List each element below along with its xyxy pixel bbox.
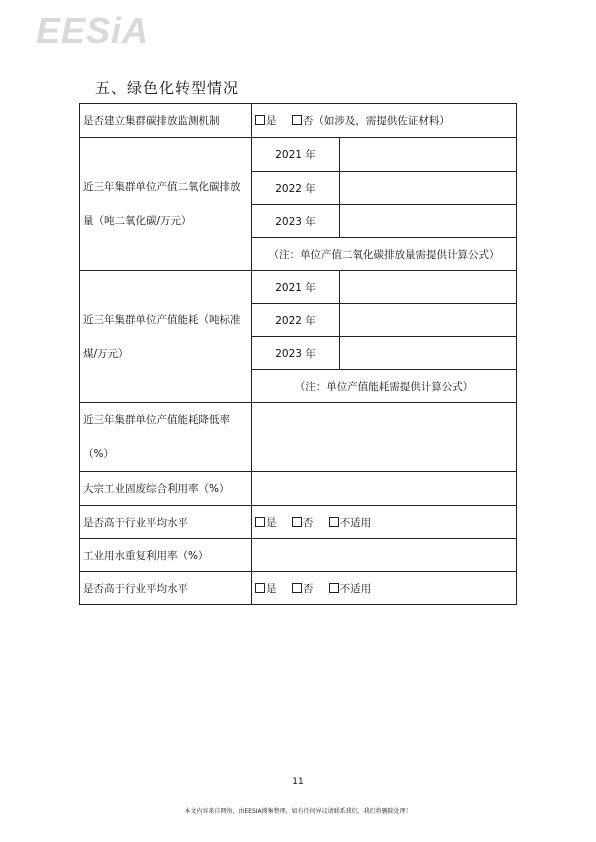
monitoring-label: 是否建立集群碳排放监测机制 bbox=[80, 104, 252, 138]
above-average-na-option[interactable]: 不适用 bbox=[329, 581, 372, 596]
carbon-year-2021: 2021 年 bbox=[252, 138, 340, 172]
monitoring-options bbox=[252, 104, 517, 138]
checkbox-icon[interactable] bbox=[255, 517, 265, 527]
energy-value-2022-field[interactable] bbox=[340, 304, 517, 337]
water-reuse-label: 工业用水重复利用率（%） bbox=[80, 539, 252, 572]
table-row bbox=[80, 472, 517, 506]
energy-consumption-label: 近三年集群单位产值能耗（吨标准煤/万元） bbox=[80, 271, 252, 403]
monitoring-no-option[interactable]: 否（如涉及，需提供佐证材料） bbox=[292, 113, 450, 128]
table-row bbox=[80, 138, 517, 172]
above-average-options bbox=[252, 572, 517, 605]
above-average-label: 是否高于行业平均水平 bbox=[80, 506, 252, 539]
carbon-year-2022: 2022 年 bbox=[252, 172, 340, 205]
monitoring-yes-option[interactable]: 是 bbox=[255, 113, 277, 128]
eesia-logo: EESiA bbox=[36, 10, 150, 51]
energy-year-2021: 2021 年 bbox=[252, 271, 340, 304]
energy-year-2022: 2022 年 bbox=[252, 304, 340, 337]
energy-value-2021-field[interactable] bbox=[340, 271, 517, 304]
checkbox-icon[interactable] bbox=[329, 517, 339, 527]
energy-year-2023: 2023 年 bbox=[252, 337, 340, 370]
solid-waste-label: 大宗工业固废综合利用率（%） bbox=[80, 472, 252, 506]
table-row bbox=[80, 403, 517, 472]
water-reuse-field[interactable] bbox=[252, 539, 517, 572]
table-row bbox=[80, 271, 517, 304]
energy-reduction-field[interactable] bbox=[252, 403, 517, 472]
energy-note: （注：单位产值能耗需提供计算公式） bbox=[252, 370, 517, 403]
table-row bbox=[80, 572, 517, 605]
table-row bbox=[80, 539, 517, 572]
checkbox-icon[interactable] bbox=[292, 517, 302, 527]
carbon-value-2022-field[interactable] bbox=[340, 172, 517, 205]
above-average-yes-option[interactable]: 是 bbox=[255, 515, 277, 530]
checkbox-icon[interactable] bbox=[255, 115, 265, 125]
energy-reduction-label: 近三年集群单位产值能耗降低率（%） bbox=[80, 403, 252, 472]
carbon-year-2023: 2023 年 bbox=[252, 205, 340, 238]
table-row-monitoring bbox=[80, 104, 517, 138]
carbon-emission-label: 近三年集群单位产值二氧化碳排放量（吨二氧化碳/万元） bbox=[80, 138, 252, 271]
above-average-label: 是否高于行业平均水平 bbox=[80, 572, 252, 605]
carbon-value-2023-field[interactable] bbox=[340, 205, 517, 238]
checkbox-icon[interactable] bbox=[292, 583, 302, 593]
checkbox-icon[interactable] bbox=[255, 583, 265, 593]
checkbox-icon[interactable] bbox=[329, 583, 339, 593]
carbon-value-2021-field[interactable] bbox=[340, 138, 517, 172]
page-number: 11 bbox=[292, 777, 304, 787]
above-average-options bbox=[252, 506, 517, 539]
above-average-no-option[interactable]: 否 bbox=[292, 515, 314, 530]
green-transition-table bbox=[79, 103, 517, 605]
footer-disclaimer: 本文内容来自网络，由EESIA搜集整理，如有任何异议请联系我们，我们将删除处理！ bbox=[184, 808, 412, 815]
above-average-na-option[interactable]: 不适用 bbox=[329, 515, 372, 530]
energy-value-2023-field[interactable] bbox=[340, 337, 517, 370]
carbon-note: （注：单位产值二氧化碳排放量需提供计算公式） bbox=[252, 238, 517, 271]
solid-waste-field[interactable] bbox=[252, 472, 517, 506]
above-average-yes-option[interactable]: 是 bbox=[255, 581, 277, 596]
table-row bbox=[80, 506, 517, 539]
checkbox-icon[interactable] bbox=[292, 115, 302, 125]
section-title: 五、绿色化转型情况 bbox=[95, 79, 240, 97]
above-average-no-option[interactable]: 否 bbox=[292, 581, 314, 596]
